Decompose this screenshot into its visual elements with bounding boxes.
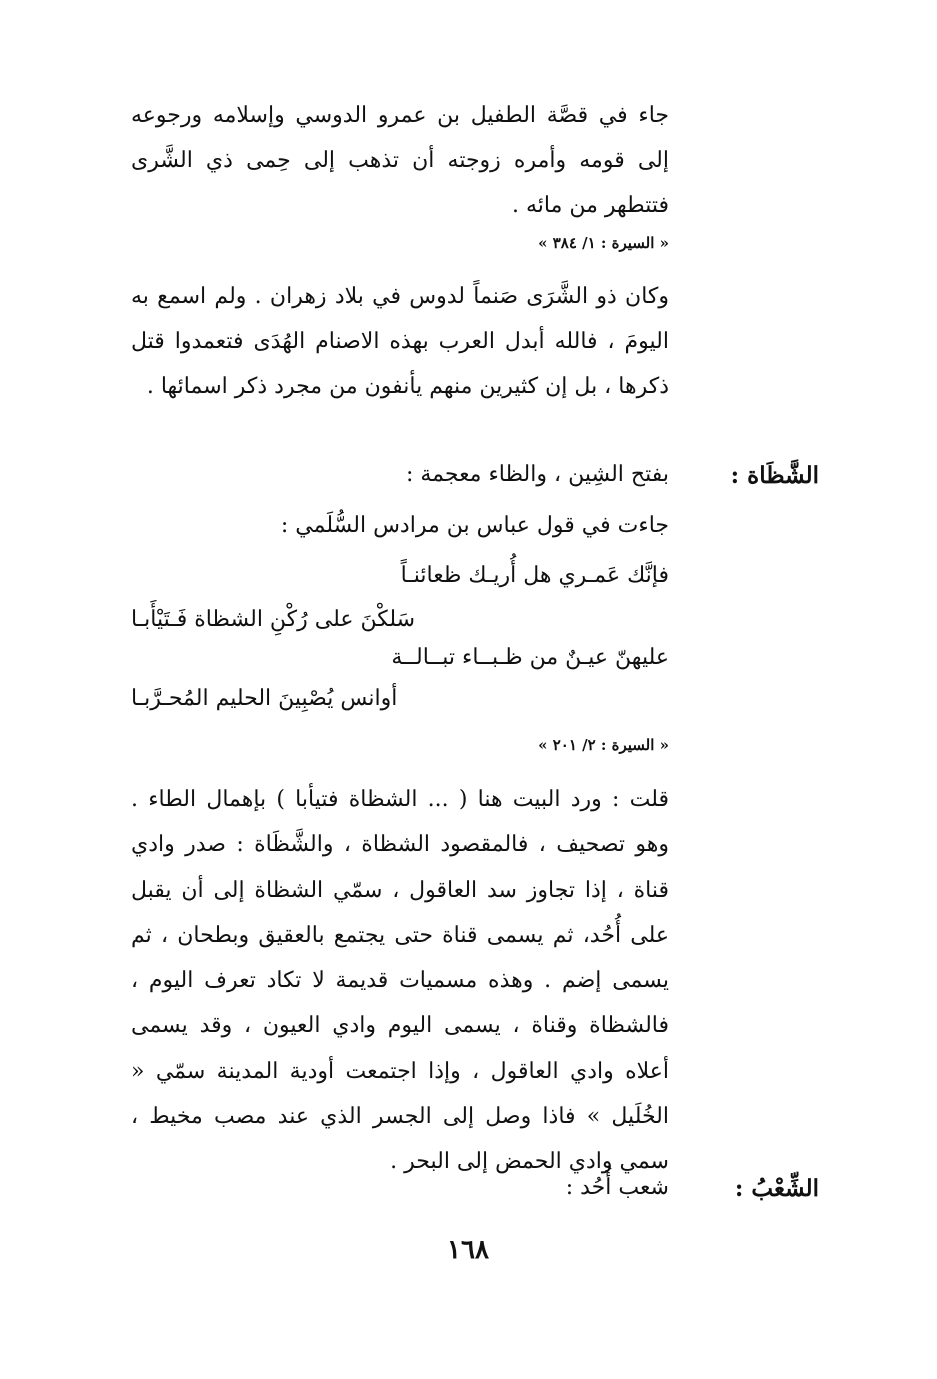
- poem-verse-3: عليهنّ عيـنٌ من ظـبــاء تبــالــة: [391, 645, 669, 670]
- poem-verse-4: أوانس يُصْبِينَ الحليم المُحـرَّبـا: [131, 686, 398, 711]
- paragraph-commentary: قلت : ورد البيت هنا ( ... الشظاة فتيأبا ) بإهمال الطاء . وهو تصحيف ، فالمقصود الشظاة ، والشَّظَاة : صدر وادي قناة ، إذا تجاوز سد العاقول ، سمّي الشظاة إلى أن يقبل على أُحُد، ثم يسمى قناة حتى يجتمع بالعقيق وبطحان ، ثم يسمى إضم . وهذه مسميات قديمة لا تكاد تعرف اليوم ، فالشظاة وقناة ، يسمى اليوم وادي العيون ، وقد يسمى أعلاه وادي العاقول ، وإذا اجتمعت أودية المدينة سمّي « الخُلَيل » فاذا وصل إلى الجسر الذي عند مصب مخيط ، سمي وادي الحمض إلى البحر .: [131, 787, 669, 1175]
- paragraph-dhu-al-shara: وكان ذو الشَّرَى صَنماً لدوس في بلاد زهران . ولم اسمع به اليومَ ، فالله أبدل العرب بهذه الاصنام الهُدَى فتعمدوا قتل ذكرها ، بل إن كثيرين منهم يأنفون من مجرد ذكر اسمائها .: [131, 284, 669, 399]
- poem-verse-1: فإنَّك عَمـري هل أُريـك ظعائنـاً: [400, 563, 669, 588]
- entry-term-shazat: الشَّظَاة :: [730, 462, 819, 489]
- poem-intro: جاءت في قول عباس بن مرادس السُّلَمي :: [280, 513, 669, 538]
- entry-term-shib: الشِّعْبُ :: [734, 1175, 819, 1202]
- citation-sira-1: « السيرة : ١/ ٣٨٤ »: [538, 234, 669, 252]
- entry-definition-shazat: بفتح الشِين ، والظاء معجمة :: [405, 462, 669, 487]
- entry-definition-shib: شعب أُحُد :: [565, 1175, 669, 1200]
- paragraph-tufayl: جاء في قصَّة الطفيل بن عمرو الدوسي وإسلامه ورجوعه إلى قومه وأمره زوجته أن تذهب إلى حِمى ذي الشَّرى فتتطهر من مائه .: [131, 103, 669, 218]
- page-number: ١٦٨: [447, 1235, 489, 1265]
- citation-sira-2: « السيرة : ٢/ ٢٠١ »: [538, 736, 669, 754]
- poem-verse-2: سَلكْنَ على رُكْنِ الشظاة فَـتَيْأَبـا: [131, 607, 416, 632]
